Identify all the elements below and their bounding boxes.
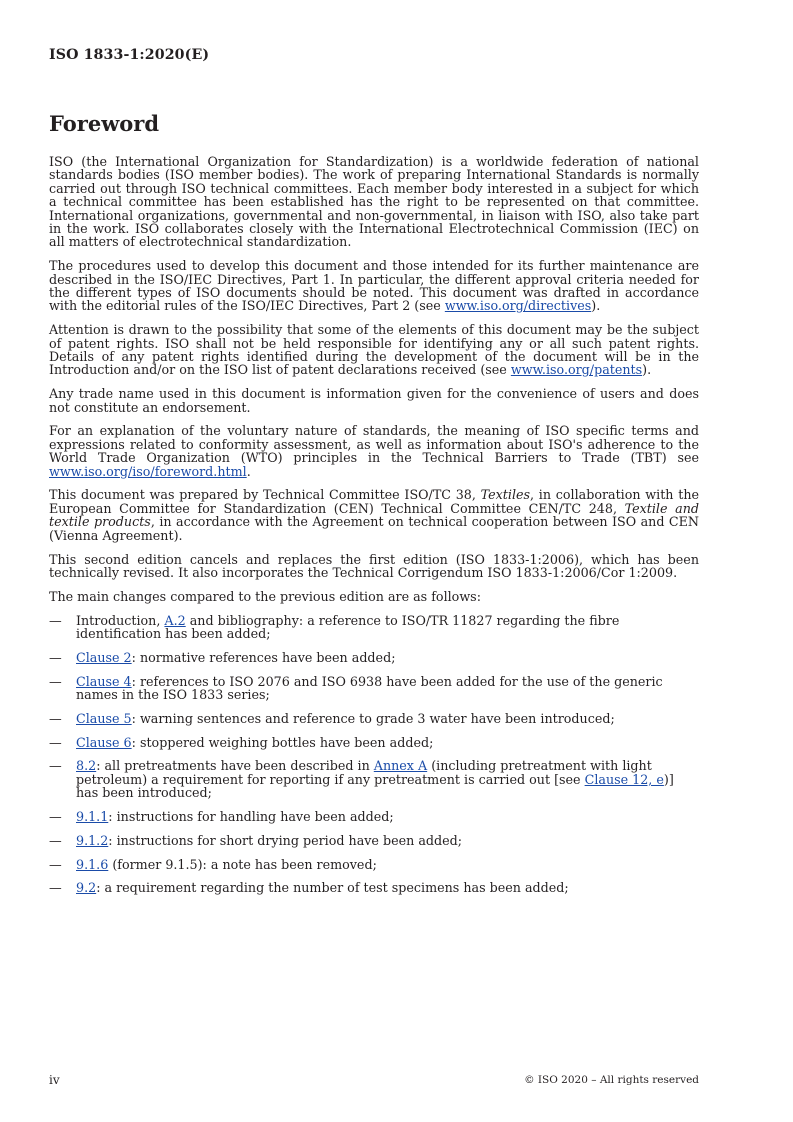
link-9-1-2[interactable]: 9.1.2 [76, 832, 109, 848]
dash-bullet: — [49, 880, 62, 896]
paragraph-text: ). [591, 298, 601, 314]
paragraph-text: This document was prepared by Technical Committee ISO/TC 38, [49, 487, 481, 503]
list-item [49, 881, 699, 894]
dash-bullet: — [49, 649, 62, 665]
link-annex-a2[interactable]: A.2 [164, 612, 186, 628]
page-number: iv [49, 1073, 60, 1087]
italic-committee-title: Textiles [480, 487, 531, 503]
link-foreword[interactable]: www.iso.org/iso/foreword.html [49, 463, 247, 479]
paragraph-committee [49, 488, 699, 542]
dash-bullet: — [49, 758, 62, 774]
paragraph-patents [49, 323, 699, 377]
link-clause-4[interactable]: Clause 4 [76, 673, 132, 689]
changes-list [49, 614, 699, 895]
paragraph-main-changes: The main changes compared to the previous edition are as follows: [49, 588, 481, 604]
list-item-text: : stoppered weighing bottles have been added; [131, 734, 434, 750]
link-annex-a[interactable]: Annex A [373, 758, 428, 774]
paragraph-edition: This second edition cancels and replaces the first edition (ISO 1833-1:2006), which has been technically revised. It also incorporates the Technical Corrigendum ISO 1833-1:2006/Cor 1:2009. [49, 551, 699, 580]
copyright-notice: © ISO 2020 – All rights reserved [524, 1074, 699, 1086]
list-item-text: : warning sentences and reference to grade 3 water have been introduced; [131, 710, 615, 726]
link-clause-6[interactable]: Clause 6 [76, 734, 132, 750]
paragraph-text: ). [642, 362, 652, 378]
link-9-1-6[interactable]: 9.1.6 [76, 856, 109, 872]
list-item-text: : all pretreatments have been described in [96, 758, 374, 774]
link-clause-2[interactable]: Clause 2 [76, 649, 132, 665]
paragraph-text: . [246, 463, 251, 479]
list-item [49, 614, 699, 641]
page-title: Foreword [49, 111, 160, 136]
paragraph-trade-name: Any trade name used in this document is information given for the convenience of users and does not constitute an endorsement. [49, 386, 699, 415]
list-item [49, 759, 699, 799]
list-item-text: : a requirement regarding the number of test specimens has been added; [96, 880, 569, 896]
link-clause-12-e[interactable]: Clause 12, e [584, 771, 664, 787]
dash-bullet: — [49, 832, 62, 848]
link-9-1-1[interactable]: 9.1.1 [76, 808, 109, 824]
paragraph-procedures [49, 259, 699, 313]
list-item-text: Introduction, [76, 612, 165, 628]
dash-bullet: — [49, 673, 62, 689]
list-item-text: and bibliography: a reference to ISO/TR 11827 regarding the fibre identification has been added; [76, 612, 620, 641]
list-item-text: (including pretreatment with light petroleum) a requirement for reporting if any pretreatment is carried out [see [76, 758, 652, 787]
paragraph-voluntary-nature [49, 424, 699, 478]
paragraph-text: Attention is drawn to the possibility that some of the elements of this document may be the subject of patent rights. ISO shall not be held responsible for identifying any or all such patent rights. Details of any patent rights identified during the development of the document will be in the Introduction and/or on the ISO list of patent declarations received (see [49, 322, 699, 378]
dash-bullet: — [49, 612, 62, 628]
paragraph-text: , in collaboration with the European Committee for Standardization (CEN) Technical Committee CEN/TC 248, [49, 487, 700, 516]
link-9-2[interactable]: 9.2 [76, 880, 97, 896]
dash-bullet: — [49, 734, 62, 750]
paragraph-text: , in accordance with the Agreement on technical cooperation between ISO and CEN (Vienna Agreement). [49, 514, 699, 543]
dash-bullet: — [49, 808, 62, 824]
paragraph-iso-intro: ISO (the International Organization for Standardization) is a worldwide federation of national standards bodies (ISO member bodies). The work of preparing International Standards is normally carried out through ISO technical committees. Each member body interested in a subject for which a technical committee has been established has the right to be represented on that committee. International organizations, governmental and non-governmental, in liaison with ISO, also take part in the work. ISO collaborates closely with the International Electrotechnical Commission (IEC) on all matters of electrotechnical standardization. [49, 154, 699, 250]
list-item [49, 834, 699, 847]
list-item [49, 651, 699, 664]
document-id-header: ISO 1833-1:2020(E) [49, 47, 210, 63]
list-item-text: )] has been introduced; [76, 771, 674, 801]
list-item [49, 810, 699, 823]
list-item-text: : instructions for handling have been added; [108, 808, 394, 824]
link-clause-5[interactable]: Clause 5 [76, 710, 132, 726]
italic-committee-title: Textile and textile products [49, 500, 699, 530]
dash-bullet: — [49, 856, 62, 872]
list-item [49, 675, 699, 702]
list-item [49, 736, 699, 749]
list-item [49, 712, 699, 725]
list-item-text: : instructions for short drying period have been added; [108, 832, 463, 848]
link-directives[interactable]: www.iso.org/directives [444, 298, 592, 314]
list-item-text: : references to ISO 2076 and ISO 6938 have been added for the use of the generic names in the ISO 1833 series; [76, 673, 663, 702]
list-item-text: (former 9.1.5): a note has been removed; [108, 856, 377, 872]
paragraph-text: For an explanation of the voluntary nature of standards, the meaning of ISO specific terms and expressions related to conformity assessment, as well as information about ISO's adherence to the World Trade Organization (WTO) principles in the Technical Barriers to Trade (TBT) see [49, 423, 699, 466]
link-8-2[interactable]: 8.2 [76, 758, 97, 774]
dash-bullet: — [49, 710, 62, 726]
paragraph-text: The procedures used to develop this document and those intended for its further maintenance are described in the ISO/IEC Directives, Part 1. In particular, the different approval criteria needed for the different types of ISO documents should be noted. This document was drafted in accordance with the editorial rules of the ISO/IEC Directives, Part 2 (see [49, 258, 699, 314]
list-item-text: : normative references have been added; [131, 649, 396, 665]
link-patents[interactable]: www.iso.org/patents [510, 362, 643, 378]
foreword-body [49, 155, 699, 905]
list-item [49, 858, 699, 871]
